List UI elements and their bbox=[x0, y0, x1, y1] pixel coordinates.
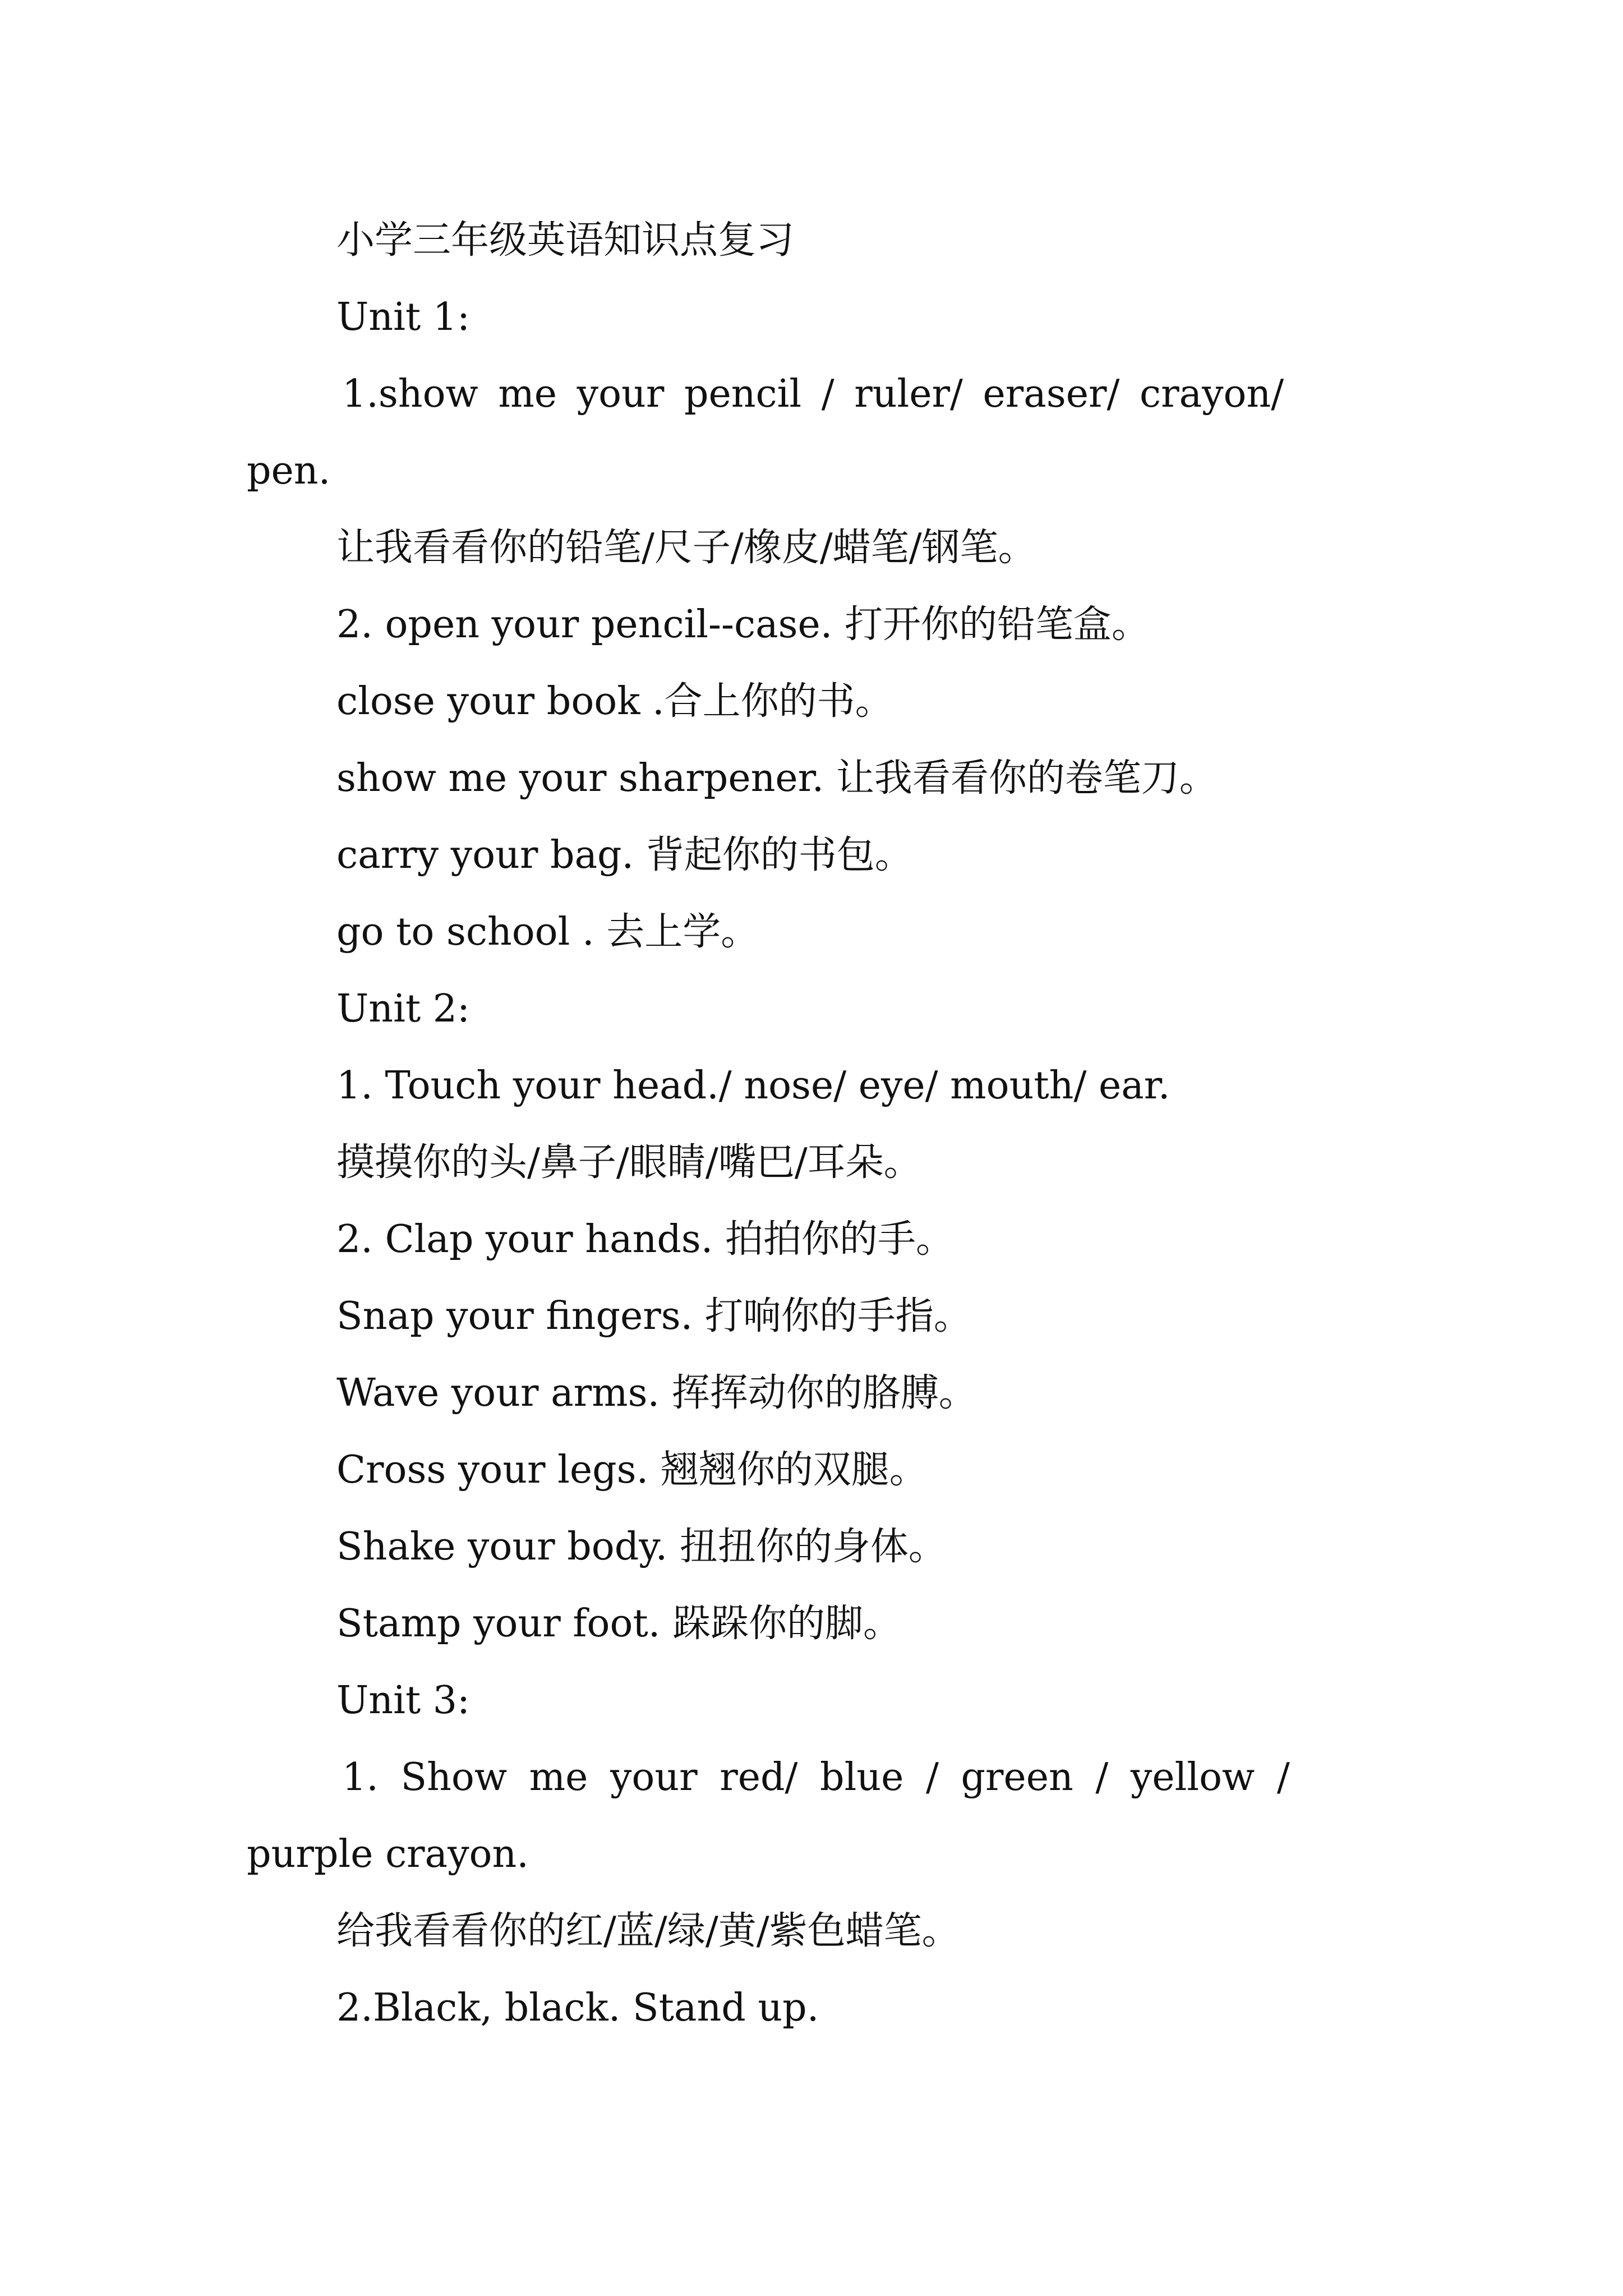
unit-2-item-5: Cross your legs. 翘翘你的双腿。 bbox=[336, 1448, 928, 1492]
unit-2-item-3: Snap your fingers. 打响你的手指。 bbox=[336, 1294, 972, 1338]
unit-1-item-2: 2. open your pencil--case. 打开你的铅笔盒。 bbox=[336, 602, 1150, 647]
unit-3-item-2: 2.Black, black. Stand up. bbox=[336, 1986, 819, 2030]
unit-3-item-1-continued: purple crayon. bbox=[247, 1832, 529, 1876]
unit-1-heading: Unit 1: bbox=[336, 295, 470, 339]
unit-2-item-1: 1. Touch your head./ nose/ eye/ mouth/ ear. bbox=[336, 1064, 1170, 1108]
unit-3-item-1-translation: 给我看看你的红/蓝/绿/黄/紫色蜡笔。 bbox=[336, 1909, 960, 1953]
unit-2-item-4: Wave your arms. 挥挥动你的胳膊。 bbox=[336, 1371, 977, 1415]
unit-1-item-1-continued: pen. bbox=[247, 449, 331, 493]
unit-2-item-2: 2. Clap your hands. 拍拍你的手。 bbox=[336, 1217, 955, 1262]
document-title: 小学三年级英语知识点复习 bbox=[336, 218, 795, 263]
unit-1-item-4: show me your sharpener. 让我看看你的卷笔刀。 bbox=[336, 756, 1218, 800]
unit-2-item-1-translation: 摸摸你的头/鼻子/眼睛/嘴巴/耳朵。 bbox=[336, 1140, 922, 1185]
unit-2-heading: Unit 2: bbox=[336, 987, 470, 1031]
unit-3-heading: Unit 3: bbox=[336, 1678, 470, 1723]
document-body bbox=[247, 202, 1385, 2046]
unit-2-item-7: Stamp your foot. 跺跺你的脚。 bbox=[336, 1602, 901, 1646]
unit-2-item-6: Shake your body. 扭扭你的身体。 bbox=[336, 1525, 947, 1569]
unit-1-item-1: 1.show me your pencil / ruler/ eraser/ crayon/ bbox=[342, 372, 1284, 416]
unit-3-item-1: 1. Show me your red/ blue / green / yellow / bbox=[342, 1755, 1290, 1800]
unit-1-item-3: close your book .合上你的书。 bbox=[336, 679, 893, 724]
unit-1-item-5: carry your bag. 背起你的书包。 bbox=[336, 833, 913, 877]
unit-1-item-1-translation: 让我看看你的铅笔/尺子/橡皮/蜡笔/钢笔。 bbox=[336, 526, 1036, 570]
unit-1-item-6: go to school . 去上学。 bbox=[336, 910, 759, 954]
